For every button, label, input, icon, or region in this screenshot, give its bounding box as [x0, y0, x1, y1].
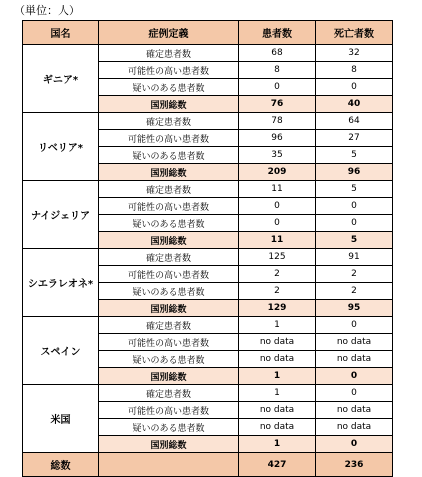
country-total-deaths: 0: [316, 436, 393, 453]
case-count: 125: [239, 249, 316, 266]
grand-total-deaths: 236: [316, 453, 393, 477]
death-count: 0: [316, 317, 393, 334]
case-definition: 確定患者数: [99, 249, 239, 266]
country-total-cases: 1: [239, 436, 316, 453]
country-name: 米国: [23, 385, 99, 453]
death-count: 91: [316, 249, 393, 266]
death-count: no data: [316, 419, 393, 436]
country-total-deaths: 96: [316, 164, 393, 181]
death-count: 0: [316, 215, 393, 232]
header-country: 国名: [23, 21, 99, 45]
table-row: [23, 113, 393, 130]
case-count: 68: [239, 45, 316, 62]
case-definition: 疑いのある患者数: [99, 215, 239, 232]
death-count: 32: [316, 45, 393, 62]
country-name: スペイン: [23, 317, 99, 385]
death-count: 27: [316, 130, 393, 147]
case-count: 78: [239, 113, 316, 130]
case-count: 35: [239, 147, 316, 164]
death-count: no data: [316, 351, 393, 368]
country-name: リベリア*: [23, 113, 99, 181]
case-count: 96: [239, 130, 316, 147]
header-cases: 患者数: [239, 21, 316, 45]
case-definition: 疑いのある患者数: [99, 283, 239, 300]
death-count: 5: [316, 147, 393, 164]
case-definition: 確定患者数: [99, 317, 239, 334]
case-definition: 疑いのある患者数: [99, 351, 239, 368]
country-total-cases: 209: [239, 164, 316, 181]
table-body: [23, 45, 393, 477]
case-count: 1: [239, 317, 316, 334]
death-count: 8: [316, 62, 393, 79]
country-total-label: 国別総数: [99, 368, 239, 385]
country-total-cases: 1: [239, 368, 316, 385]
case-definition: 可能性の高い患者数: [99, 334, 239, 351]
case-count: 1: [239, 385, 316, 402]
header-case-definition: 症例定義: [99, 21, 239, 45]
case-count: 8: [239, 62, 316, 79]
case-count: 11: [239, 181, 316, 198]
table-row: [23, 45, 393, 62]
country-total-label: 国別総数: [99, 232, 239, 249]
country-total-label: 国別総数: [99, 300, 239, 317]
header-deaths: 死亡者数: [316, 21, 393, 45]
country-total-cases: 76: [239, 96, 316, 113]
death-count: 2: [316, 266, 393, 283]
grand-total-blank: [99, 453, 239, 477]
death-count: 0: [316, 385, 393, 402]
death-count: no data: [316, 334, 393, 351]
country-total-deaths: 40: [316, 96, 393, 113]
case-definition: 可能性の高い患者数: [99, 402, 239, 419]
case-definition: 可能性の高い患者数: [99, 198, 239, 215]
ebola-cases-table: [22, 20, 393, 477]
country-total-label: 国別総数: [99, 436, 239, 453]
case-count: no data: [239, 334, 316, 351]
case-definition: 可能性の高い患者数: [99, 62, 239, 79]
case-definition: 疑いのある患者数: [99, 79, 239, 96]
table-row: [23, 249, 393, 266]
case-count: no data: [239, 402, 316, 419]
case-count: no data: [239, 419, 316, 436]
case-definition: 可能性の高い患者数: [99, 266, 239, 283]
case-count: 0: [239, 79, 316, 96]
case-count: 0: [239, 215, 316, 232]
country-total-cases: 11: [239, 232, 316, 249]
country-total-label: 国別総数: [99, 164, 239, 181]
case-definition: 可能性の高い患者数: [99, 130, 239, 147]
table-row: [23, 181, 393, 198]
country-total-label: 国別総数: [99, 96, 239, 113]
death-count: 64: [316, 113, 393, 130]
death-count: 5: [316, 181, 393, 198]
grand-total-row: [23, 453, 393, 477]
country-total-cases: 129: [239, 300, 316, 317]
case-count: 2: [239, 266, 316, 283]
case-count: 2: [239, 283, 316, 300]
case-definition: 確定患者数: [99, 181, 239, 198]
country-name: ギニア*: [23, 45, 99, 113]
country-total-deaths: 95: [316, 300, 393, 317]
case-count: no data: [239, 351, 316, 368]
country-name: ナイジェリア: [23, 181, 99, 249]
case-definition: 疑いのある患者数: [99, 147, 239, 164]
country-total-deaths: 0: [316, 368, 393, 385]
case-count: 0: [239, 198, 316, 215]
unit-label: （単位：人）: [14, 4, 80, 17]
table-row: [23, 317, 393, 334]
header-row: [23, 21, 393, 45]
grand-total-cases: 427: [239, 453, 316, 477]
case-definition: 確定患者数: [99, 113, 239, 130]
death-count: 2: [316, 283, 393, 300]
death-count: 0: [316, 79, 393, 96]
case-definition: 確定患者数: [99, 385, 239, 402]
death-count: no data: [316, 402, 393, 419]
grand-total-label: 総数: [23, 453, 99, 477]
country-total-deaths: 5: [316, 232, 393, 249]
country-name: シエラレオネ*: [23, 249, 99, 317]
table-row: [23, 385, 393, 402]
case-definition: 疑いのある患者数: [99, 419, 239, 436]
case-definition: 確定患者数: [99, 45, 239, 62]
death-count: 0: [316, 198, 393, 215]
